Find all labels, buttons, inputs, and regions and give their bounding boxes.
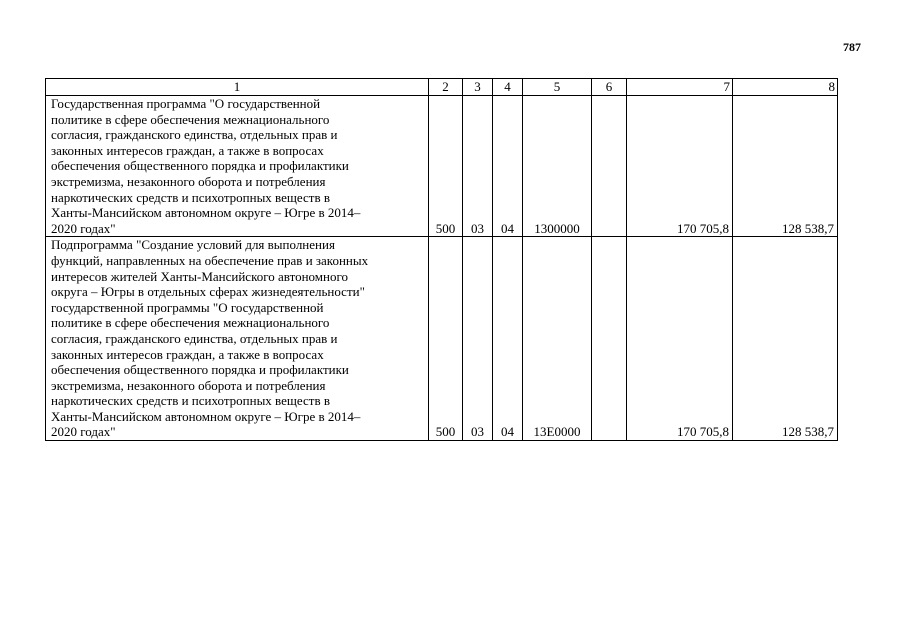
header-col-3: 3 — [463, 79, 493, 96]
header-col-4: 4 — [493, 79, 523, 96]
row-col-6 — [592, 96, 627, 237]
row-col-5: 13Е0000 — [523, 237, 592, 441]
page-number: 787 — [843, 40, 861, 54]
table-row — [46, 96, 838, 237]
table-header-row — [46, 79, 838, 96]
header-col-5: 5 — [523, 79, 592, 96]
header-col-8: 8 — [733, 79, 838, 96]
row-col-2: 500 — [429, 237, 463, 441]
header-col-7: 7 — [627, 79, 733, 96]
header-col-1: 1 — [46, 79, 429, 96]
row-col-8: 128 538,7 — [733, 237, 838, 441]
row-col-2: 500 — [429, 96, 463, 237]
header-col-2: 2 — [429, 79, 463, 96]
row-col-6 — [592, 237, 627, 441]
header-col-6: 6 — [592, 79, 627, 96]
row-col-3: 03 — [463, 237, 493, 441]
row-col-4: 04 — [493, 96, 523, 237]
row-col-7: 170 705,8 — [627, 96, 733, 237]
row-col-5: 1300000 — [523, 96, 592, 237]
table-row — [46, 237, 838, 441]
budget-table — [45, 78, 838, 441]
row-col-7: 170 705,8 — [627, 237, 733, 441]
row-col-4: 04 — [493, 237, 523, 441]
row-col-3: 03 — [463, 96, 493, 237]
row-description: Подпрограмма "Создание условий для выполнения функций, направленных на обеспечение прав и законных интересов жителей Ханты-Мансийского автономного округа – Югры в отдельных сферах жизнедеятельности" государственной программы "О государственной политике в сфере обеспечения межнационального согласия, гражданского единства, отдельных прав и законных интересов граждан, а также в вопросах обеспечения общественного порядка и профилактики экстремизма, незаконного оборота и потребления наркотических средств и психотропных веществ в Ханты-Мансийском автономном округе – Югре в 2014– 2020 годах" — [46, 237, 429, 441]
row-description: Государственная программа "О государственной политике в сфере обеспечения межнационального согласия, гражданского единства, отдельных прав и законных интересов граждан, а также в вопросах обеспечения общественного порядка и профилактики экстремизма, незаконного оборота и потребления наркотических средств и психотропных веществ в Ханты-Мансийском автономном округе – Югре в 2014– 2020 годах" — [46, 96, 429, 237]
row-col-8: 128 538,7 — [733, 96, 838, 237]
